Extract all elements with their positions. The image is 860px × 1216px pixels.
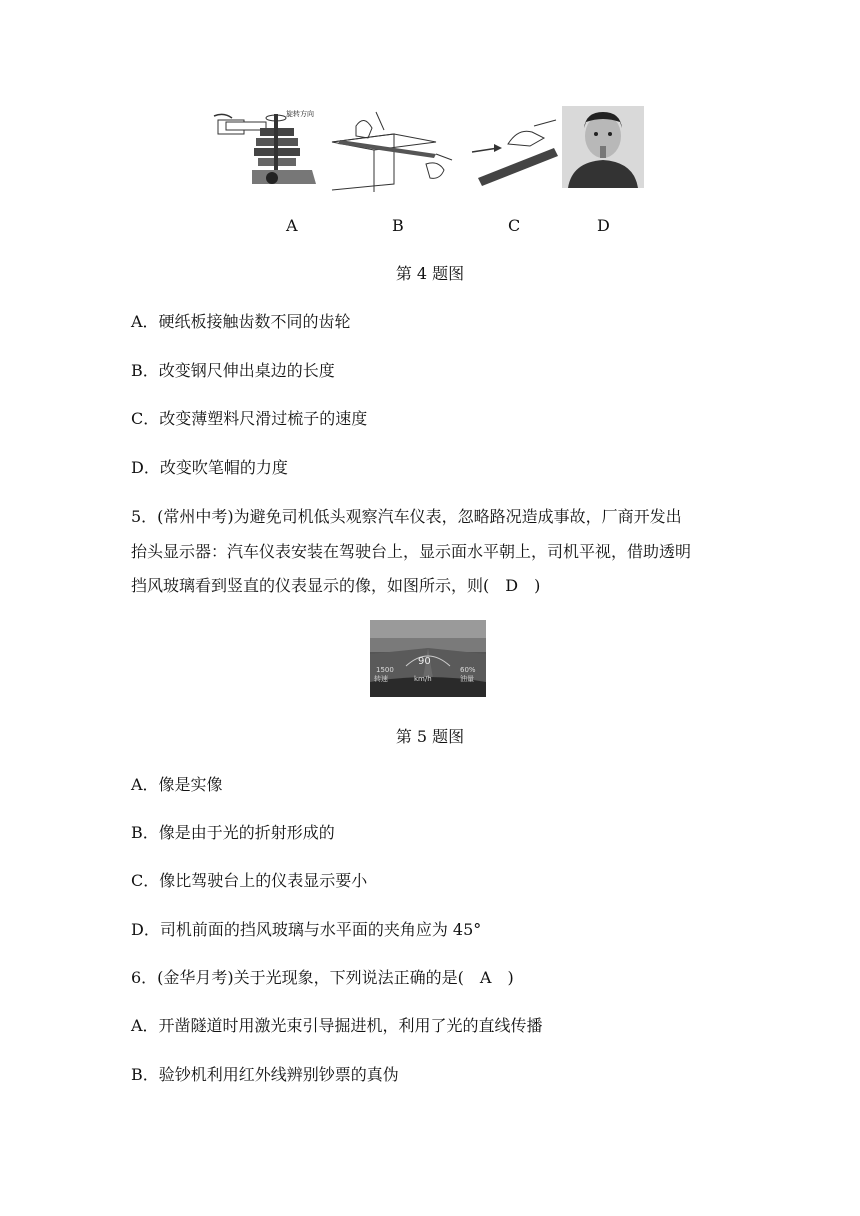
q6-option-a: A．开凿隧道时用激光束引导掘进机，利用了光的直线传播 <box>131 1016 543 1035</box>
hud-unit: km/h <box>414 675 432 683</box>
figure-4 <box>212 104 644 194</box>
panel-label-d: D <box>597 216 610 235</box>
gear-direction-label: 旋转方向 <box>286 110 314 118</box>
hud-left-value: 1500 <box>376 666 394 674</box>
q5-option-c: C．像比驾驶台上的仪表显示要小 <box>131 871 368 890</box>
panel-label-c: C <box>508 216 521 235</box>
q4-option-a: A．硬纸板接触齿数不同的齿轮 <box>131 312 351 331</box>
q4-option-c: C．改变薄塑料尺滑过梳子的速度 <box>131 409 368 428</box>
q5-option-a: A．像是实像 <box>131 775 223 794</box>
hud-left-label: 转速 <box>374 675 388 683</box>
hud-speed: 90 <box>418 656 431 667</box>
q6-stem: 6．(金华月考)关于光现象，下列说法正确的是( A ) <box>131 968 514 987</box>
ruler-illustration <box>326 104 466 192</box>
q5-stem-line-3: 挡风玻璃看到竖直的仪表显示的像，如图所示，则( D ) <box>131 576 541 595</box>
hud-right-value: 60% <box>460 666 476 674</box>
q4-option-d: D．改变吹笔帽的力度 <box>131 458 288 477</box>
boy-photo <box>562 106 644 188</box>
q4-option-b: B．改变钢尺伸出桌边的长度 <box>131 361 335 380</box>
comb-illustration <box>468 104 564 192</box>
figure-5-caption: 第 5 题图 <box>395 727 465 746</box>
q5-stem-line-1: 5．(常州中考)为避免司机低头观察汽车仪表，忽略路况造成事故，厂商开发出 <box>131 507 682 526</box>
figure-4-caption: 第 4 题图 <box>395 264 465 283</box>
panel-label-b: B <box>392 216 404 235</box>
q5-option-b: B．像是由于光的折射形成的 <box>131 823 335 842</box>
hud-right-label: 油量 <box>460 675 474 683</box>
q6-option-b: B．验钞机利用红外线辨别钞票的真伪 <box>131 1065 399 1084</box>
panel-label-a: A <box>286 216 298 235</box>
q5-option-d: D．司机前面的挡风玻璃与水平面的夹角应为 45° <box>131 920 482 939</box>
q5-stem-line-2: 抬头显示器：汽车仪表安装在驾驶台上，显示面水平朝上，司机平视，借助透明 <box>131 542 692 561</box>
figure-5-hud-photo <box>370 620 486 697</box>
